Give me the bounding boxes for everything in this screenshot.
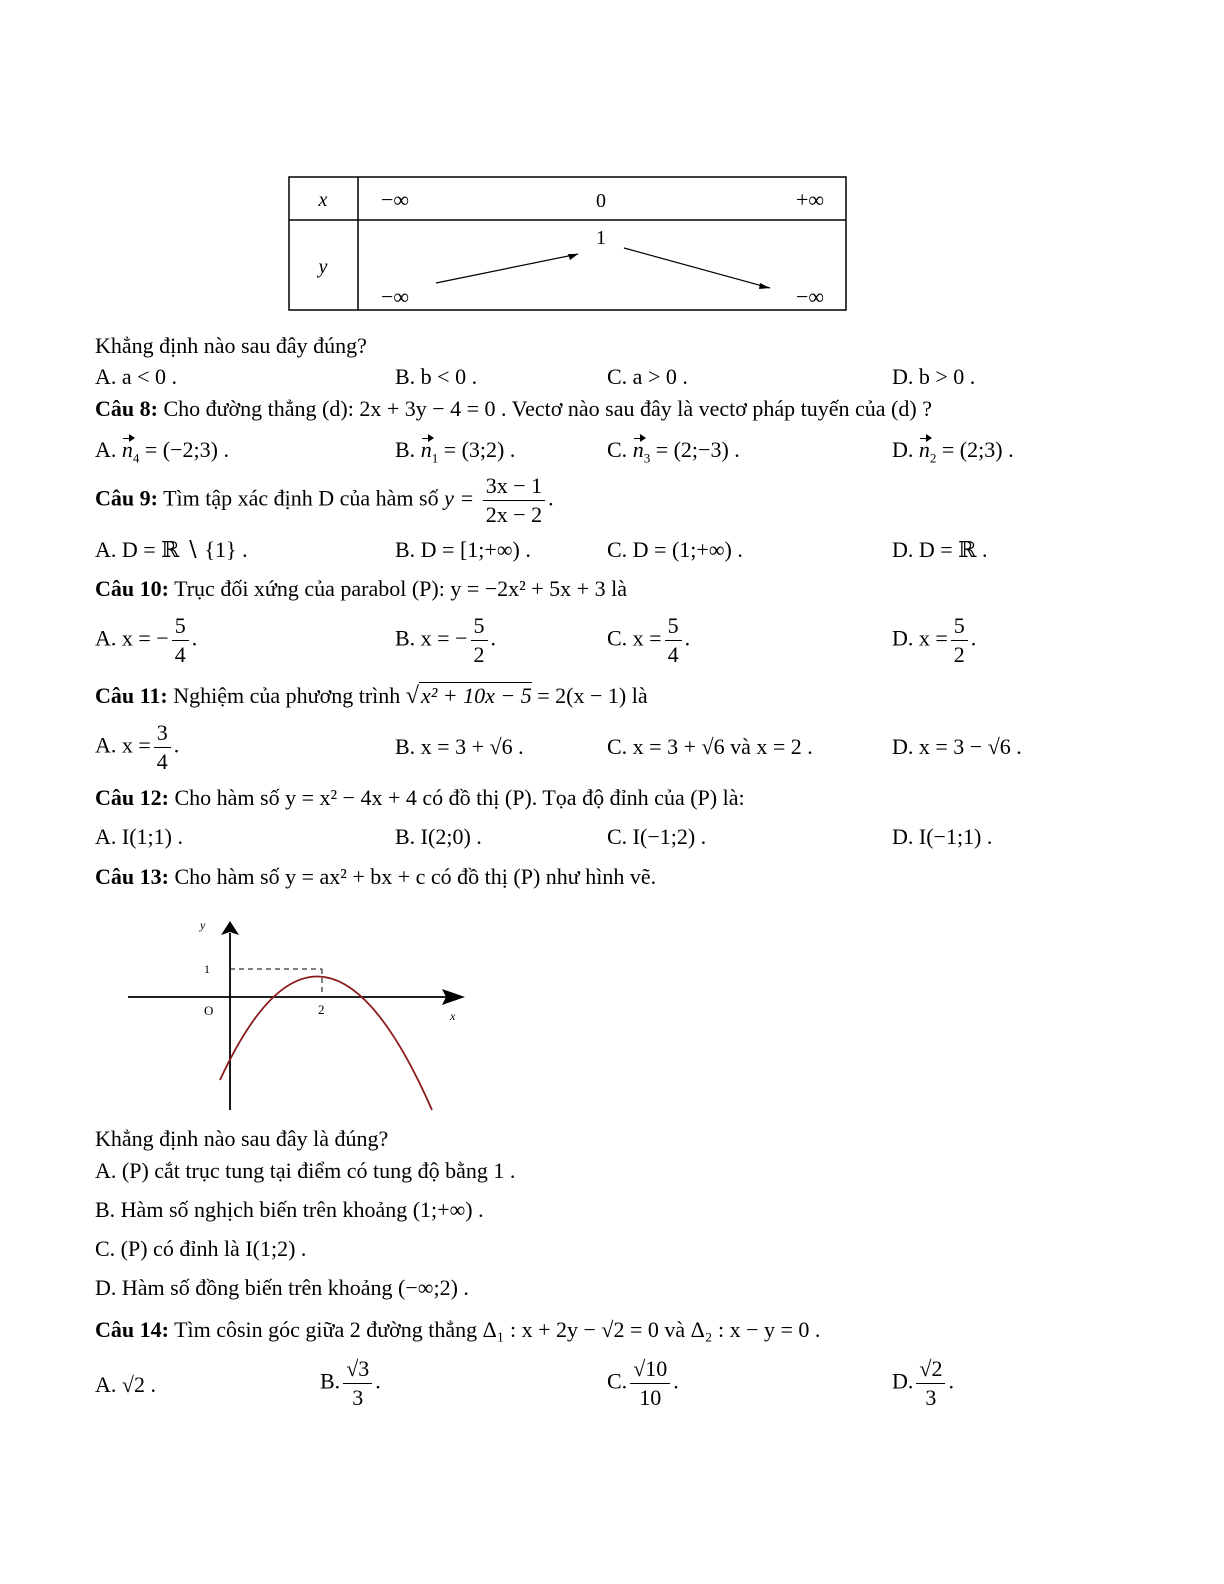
q13-option-b: B. Hàm số nghịch biến trên khoảng (1;+∞) . — [95, 1197, 484, 1222]
q13-question — [95, 864, 656, 890]
q12-label: Câu 12: — [95, 785, 169, 810]
table-y-right: −∞ — [795, 284, 825, 309]
q11-option-b: B. x = 3 + √6 . — [395, 734, 524, 759]
q10-option-c: C. x = $\frac{5}{4}$ . — [607, 613, 691, 667]
q8-option-d: D. $n_2$ = (2;3) . — [892, 437, 1014, 466]
x-axis-label: x — [450, 1009, 456, 1023]
q11-option-c: C. x = 3 + √6 và x = 2 . — [607, 734, 813, 759]
q10-label: Câu 10: — [95, 576, 169, 601]
q9-option-d: D. D = ℝ . — [892, 537, 988, 562]
q12-text: Cho hàm số y = x² − 4x + 4 có đồ thị (P). Tọa độ đỉnh của (P) là: — [174, 785, 745, 810]
q14-label: Câu 14: — [95, 1317, 169, 1342]
y-axis-arrow-icon — [221, 921, 239, 935]
q10-option-d: D. x = $\frac{5}{2}$ . — [892, 613, 977, 667]
q14-option-b: B. $\frac{√3}{3}$ . — [320, 1356, 381, 1410]
q13-option-c: C. (P) có đỉnh là I(1;2) . — [95, 1236, 307, 1261]
table-y-left: −∞ — [380, 284, 410, 309]
q13-option-d: D. Hàm số đồng biến trên khoảng (−∞;2) . — [95, 1275, 469, 1300]
q13-option-a: A. (P) cắt trục tung tại điểm có tung độ bằng 1 . — [95, 1158, 516, 1183]
q8-question — [95, 396, 932, 422]
table-x-label: x — [318, 189, 328, 211]
q13-label: Câu 13: — [95, 864, 169, 889]
q14-text: Tìm côsin góc giữa 2 đường thẳng Δ₁ : x + 2y − √2 = 0 và Δ₂ : x − y = 0 . — [174, 1317, 821, 1342]
q12-option-c: C. I(−1;2) . — [607, 824, 707, 849]
q11-option-a: A. x = $\frac{3}{4}$ . — [95, 720, 180, 774]
q9-option-c: C. D = (1;+∞) . — [607, 537, 743, 562]
q12-question — [95, 785, 745, 811]
q9-option-a: A. D = ℝ ∖ {1} . — [95, 537, 248, 562]
variation-table — [288, 176, 848, 312]
q11-label: Câu 11: — [95, 683, 168, 708]
table-x-neg-inf: −∞ — [380, 187, 410, 212]
q13-prompt: Khẳng định nào sau đây là đúng? — [95, 1126, 389, 1151]
q12-option-a: A. I(1;1) . — [95, 824, 183, 849]
tick-x-2: 2 — [318, 1002, 325, 1017]
q9-label: Câu 9: — [95, 485, 158, 511]
q10-question — [95, 576, 627, 602]
q8-option-a: A. $n_4$ = (−2;3) . — [95, 437, 229, 466]
q9-option-b: B. D = [1;+∞) . — [395, 537, 531, 562]
origin-label: O — [204, 1003, 214, 1018]
q11-text: Nghiệm của phương trình — [173, 683, 401, 708]
q7-prompt: Khẳng định nào sau đây đúng? — [95, 333, 367, 358]
q14-option-c: C. $\frac{√10}{10}$ . — [607, 1356, 679, 1410]
q10-option-a: A. x = − $\frac{5}{4}$ . — [95, 613, 198, 667]
q8-option-c: C. $n_3$ = (2;−3) . — [607, 437, 740, 466]
q12-option-b: B. I(2;0) . — [395, 824, 482, 849]
q11-question: Câu 11: Nghiệm của phương trình √x² + 10x − 5 = 2(x − 1) là — [95, 683, 648, 709]
q9-text: Tìm tập xác định D của hàm số — [163, 485, 439, 511]
q10-text: Trục đối xứng của parabol (P): y = −2x² + 5x + 3 là — [174, 576, 627, 601]
table-y-label: y — [318, 256, 328, 278]
table-y-max: 1 — [596, 227, 606, 249]
q14-option-d: D. $\frac{√2}{3}$ . — [892, 1356, 954, 1410]
q14-question — [95, 1317, 820, 1343]
q8-text: Cho đường thẳng (d): 2x + 3y − 4 = 0 . Vectơ nào sau đây là vectơ pháp tuyến của (d) ? — [163, 396, 932, 421]
q8-option-b: B. $n_1$ = (3;2) . — [395, 437, 516, 466]
q10-option-b: B. x = − $\frac{5}{2}$ . — [395, 613, 496, 667]
q7-option-c: C. a > 0 . — [607, 364, 688, 389]
increase-arrow — [436, 254, 578, 283]
q7-option-d: D. b > 0 . — [892, 364, 976, 389]
decrease-arrow — [624, 248, 770, 288]
q8-label: Câu 8: — [95, 396, 158, 421]
q7-option-b: B. b < 0 . — [395, 364, 478, 389]
q14-option-a: A. √2 . — [95, 1372, 156, 1397]
y-axis-label: y — [200, 918, 206, 932]
q9-question: Câu 9: Tìm tập xác định D của hàm số y = $\frac{3x - 1}{2x - 2}$ . — [95, 473, 554, 527]
q7-option-a: A. a < 0 . — [95, 364, 178, 389]
parabola-graph — [120, 905, 480, 1115]
table-x-pos-inf: +∞ — [795, 187, 825, 212]
q12-option-d: D. I(−1;1) . — [892, 824, 993, 849]
table-x-zero: 0 — [596, 190, 606, 212]
q11-option-d: D. x = 3 − √6 . — [892, 734, 1022, 759]
q13-text: Cho hàm số y = ax² + bx + c có đồ thị (P) như hình vẽ. — [174, 864, 657, 889]
tick-y-1: 1 — [204, 962, 210, 976]
